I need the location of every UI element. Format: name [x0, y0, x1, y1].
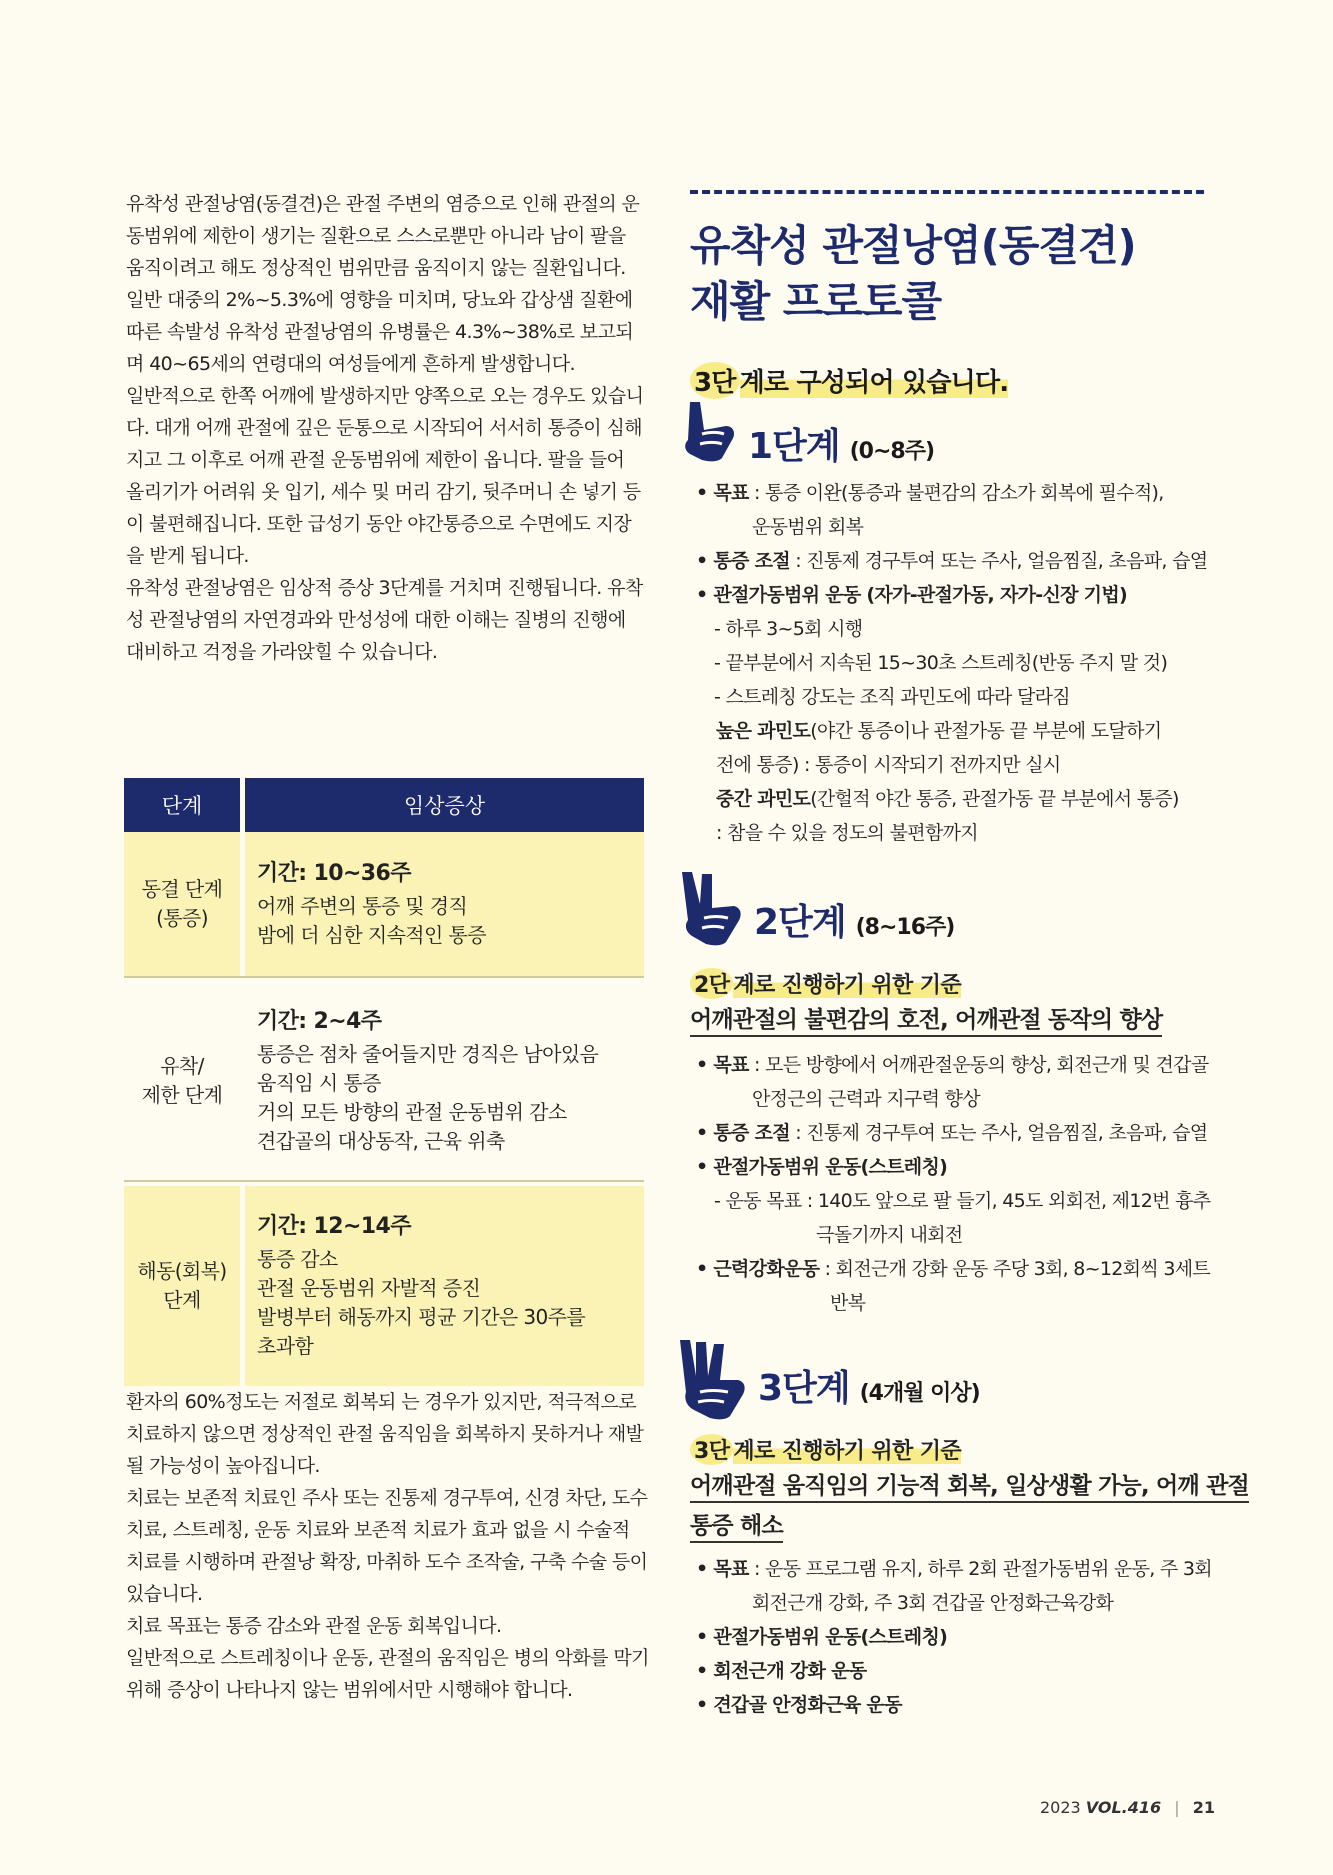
list-item [688, 1620, 1228, 1654]
list-item-text: - 운동 목표 : 140도 앞으로 팔 들기, 45도 외회전, 제12번 흉추 [714, 1190, 1211, 1212]
stage-cell [124, 982, 245, 1180]
list-item-label: • 관절가동범위 운동(스트레칭) [696, 1156, 948, 1178]
stage-name-line: 제한 단계 [141, 1083, 223, 1107]
list-item-label: • 목표 [696, 1558, 749, 1580]
title-line-1: 유착성 관절낭염(동결견) [690, 221, 1136, 270]
list-item-text: : 진통제 경구투여 또는 주사, 얼음찜질, 초음파, 습열 [789, 1122, 1208, 1144]
stage2-criteria-highlight: 2단 [690, 968, 733, 999]
symptom-line: 발병부터 해동까지 평균 기간은 30주를 [257, 1304, 586, 1329]
list-item [688, 1150, 1228, 1184]
list-item-text: 안정근의 근력과 지구력 향상 [752, 1088, 980, 1110]
period-label: 기간: 12~14주 [257, 1213, 411, 1239]
page-number: 21 [1192, 1798, 1215, 1817]
page-footer [1040, 1798, 1215, 1817]
subtitle [690, 362, 1008, 399]
outro-paragraph-3: 치료 목표는 통증 감소와 관절 운동 회복입니다. [126, 1615, 502, 1637]
list-item [688, 1286, 1228, 1320]
list-item-text: : 참을 수 있을 정도의 불편함까지 [716, 822, 978, 844]
stage2-criteria-description [690, 1000, 1162, 1040]
list-item [688, 544, 1228, 578]
stage1-label: 1단계 [748, 426, 840, 467]
dashed-divider [690, 190, 1204, 194]
footer-year: 2023 [1039, 1798, 1081, 1817]
list-item [688, 1552, 1228, 1586]
stage2-content [688, 1048, 1228, 1320]
symptom-line: 움직임 시 통증 [257, 1070, 381, 1095]
list-item-text: 전에 통증) : 통증이 시작되기 전까지만 실시 [716, 754, 1061, 776]
table-row [124, 832, 644, 976]
list-item-label: • 회전근개 강화 운동 [696, 1660, 867, 1682]
list-item [688, 714, 1228, 748]
list-item-label: • 관절가동범위 운동(스트레칭) [696, 1626, 948, 1648]
symptom-cell [245, 832, 644, 976]
footer-separator: | [1174, 1798, 1180, 1817]
stage1-range: (0~8주) [849, 439, 935, 464]
symptom-cell [245, 982, 644, 1180]
intro-paragraph-3: 유착성 관절낭염은 임상적 증상 3단계를 거치며 진행됩니다. 유착성 관절낭염의 자연경과와 만성성에 대한 이해는 질병의 진행에 대비하고 걱정을 가라앉힐 수 있습니다. [126, 577, 643, 663]
hand-three-fingers-icon [676, 1336, 750, 1422]
list-item [688, 612, 1228, 646]
stage2-criteria-text: 어깨관절의 불편감의 호전, 어깨관절 동작의 향상 [690, 1007, 1162, 1037]
list-item-text: 회전근개 강화, 주 3회 견갑골 안정화근육강화 [752, 1592, 1114, 1614]
symptom-line: 통증은 점차 줄어들지만 경직은 남아있음 [257, 1041, 599, 1066]
list-item-label: 중간 과민도 [716, 788, 811, 810]
stage-name-line: 단계 [163, 1288, 201, 1312]
stage3-content [688, 1552, 1228, 1722]
list-item-label: • 통증 조절 [696, 550, 790, 572]
period-label: 기간: 10~36주 [257, 860, 411, 886]
list-item-label: • 목표 [696, 1054, 749, 1076]
list-item-text: - 끝부분에서 지속된 15~30초 스트레칭(반동 주지 말 것) [714, 652, 1168, 674]
stage-name-line: 해동(회복) [137, 1259, 227, 1283]
symptom-cell [245, 1186, 644, 1386]
list-item [688, 680, 1228, 714]
list-item [688, 1654, 1228, 1688]
outro-paragraph-2: 치료는 보존적 치료인 주사 또는 진통제 경구투여, 신경 차단, 도수치료, 스트레칭, 운동 치료와 보존적 치료가 효과 없을 시 수술적 치료를 시행하며 관절낭 확장, 마취하 도수 조작술, 구축 수술 등이 있습니다. [126, 1487, 648, 1605]
list-item-label: • 통증 조절 [696, 1122, 790, 1144]
symptom-line: 거의 모든 방향의 관절 운동범위 감소 [257, 1099, 567, 1124]
stage3-title [758, 1360, 980, 1411]
page-title [690, 218, 1136, 330]
stage-name-line: 동결 단계 [141, 877, 223, 901]
list-item [688, 1116, 1228, 1150]
list-item-text: (야간 통증이나 관절가동 끝 부분에 도달하기 [810, 720, 1162, 742]
stage3-criteria-description [690, 1466, 1249, 1546]
list-item [688, 578, 1228, 612]
list-item [688, 510, 1228, 544]
treatment-text [126, 1386, 650, 1706]
list-item [688, 1184, 1228, 1218]
stage2-label: 2단계 [754, 902, 846, 943]
list-item [688, 1218, 1228, 1252]
stage-cell [124, 832, 245, 976]
symptom-line: 견갑골의 대상동작, 근육 위축 [257, 1128, 505, 1153]
list-item-text: 운동범위 회복 [752, 516, 864, 538]
list-item-text: : 회전근개 강화 운동 주당 3회, 8~12회씩 3세트 [819, 1258, 1211, 1280]
list-item-text: : 통증 이완(통증과 불편감의 감소가 회복에 필수적), [748, 482, 1164, 504]
list-item [688, 1048, 1228, 1082]
intro-text [126, 188, 646, 668]
list-item [688, 782, 1228, 816]
stage1-content [688, 476, 1228, 850]
list-item-text: (간헐적 야간 통증, 관절가동 끝 부분에서 통증) [810, 788, 1179, 810]
stage2-criteria [690, 968, 961, 999]
list-item-label: • 견갑골 안정화근육 운동 [696, 1694, 902, 1716]
list-item [688, 476, 1228, 510]
clinical-symptoms-table [124, 778, 644, 1386]
title-line-2: 재활 프로토콜 [690, 277, 942, 326]
list-item [688, 1082, 1228, 1116]
table-row [124, 982, 644, 1180]
list-item-text: 반복 [830, 1292, 866, 1314]
list-item [688, 1688, 1228, 1722]
list-item-text: - 스트레칭 강도는 조직 과민도에 따라 달라짐 [714, 686, 1070, 708]
table-row [124, 1186, 644, 1386]
list-item-label: 높은 과민도 [716, 720, 811, 742]
stage3-criteria-highlight: 3단 [690, 1434, 733, 1465]
stage3-label: 3단계 [758, 1368, 850, 1409]
stage2-range: (8~16주) [855, 915, 955, 940]
footer-volume: VOL.416 [1085, 1798, 1162, 1817]
outro-paragraph-1: 환자의 60%정도는 저절로 회복되 는 경우가 있지만, 적극적으로 치료하지 않으면 정상적인 관절 움직임을 회복하지 못하거나 재발될 가능성이 높아집니다. [126, 1391, 644, 1477]
symptom-line: 관절 운동범위 자발적 증진 [257, 1275, 481, 1300]
list-item-text: : 모든 방향에서 어깨관절운동의 향상, 회전근개 및 견갑골 [748, 1054, 1209, 1076]
list-item-text: 극돌기까지 내회전 [816, 1224, 963, 1246]
hand-two-fingers-icon [676, 870, 746, 948]
list-item-text: : 진통제 경구투여 또는 주사, 얼음찜질, 초음파, 습열 [789, 550, 1208, 572]
table-header-symptom: 임상증상 [245, 778, 644, 832]
symptom-line: 어깨 주변의 통증 및 경직 [257, 893, 468, 918]
symptom-line: 초과함 [257, 1333, 314, 1358]
table-header-stage: 단계 [124, 778, 245, 832]
stage-name-line: (통증) [156, 906, 208, 930]
list-item [688, 816, 1228, 850]
intro-paragraph-2: 일반적으로 한쪽 어깨에 발생하지만 양쪽으로 오는 경우도 있습니다. 대개 어깨 관절에 깊은 둔통으로 시작되어 서서히 통증이 심해지고 그 이후로 어깨 관절 운동범위에 제한이 옵니다. 팔을 들어 올리기가 어려워 옷 입기, 세수 및 머리 감기, 뒷주머니 손 넣기 등이 불편해집니다. 또한 급성기 동안 야간통증으로 수면에도 지장을 받게 됩니다. [126, 385, 644, 567]
stage3-criteria-rest: 계로 진행하기 위한 기준 [733, 1439, 962, 1464]
list-item [688, 748, 1228, 782]
list-item-label: • 관절가동범위 운동 (자가-관절가동, 자가-신장 기법) [696, 584, 1127, 606]
symptom-line: 밤에 더 심한 지속적인 통증 [257, 922, 486, 947]
list-item [688, 1252, 1228, 1286]
stage3-criteria [690, 1434, 961, 1465]
stage2-title [754, 894, 954, 945]
stage-cell [124, 1186, 245, 1386]
subtitle-rest: 계로 구성되어 있습니다. [739, 368, 1009, 398]
intro-paragraph-1: 유착성 관절낭염(동결견)은 관절 주변의 염증으로 인해 관절의 운동범위에 제한이 생기는 질환으로 스스로뿐만 아니라 남이 팔을 움직이려고 해도 정상적인 범위만큼 움직이지 않는 질환입니다. 일반 대중의 2%~5.3%에 영향을 미치며, 당뇨와 갑상샘 질환에 따른 속발성 유착성 관절낭염의 유병률은 4.3%~38%로 보고되며 40~65세의 연령대의 여성들에게 흔하게 발생합니다. [126, 193, 640, 375]
stage1-title [748, 418, 934, 469]
list-item-text: - 하루 3~5회 시행 [714, 618, 863, 640]
list-item-text: : 운동 프로그램 유지, 하루 2회 관절가동범위 운동, 주 3회 [748, 1558, 1212, 1580]
hand-one-finger-icon [676, 400, 740, 464]
list-item-label: • 근력강화운동 [696, 1258, 820, 1280]
symptom-line: 통증 감소 [257, 1246, 338, 1271]
subtitle-highlight: 3단 [690, 362, 740, 399]
stage3-criteria-text-1: 어깨관절 움직임의 기능적 회복, 일상생활 가능, 어깨 관절 [690, 1473, 1249, 1503]
outro-paragraph-4: 일반적으로 스트레칭이나 운동, 관절의 움직임은 병의 악화를 막기 위해 증상이 나타나지 않는 범위에서만 시행해야 합니다. [126, 1647, 649, 1701]
list-item-label: • 목표 [696, 482, 749, 504]
stage3-range: (4개월 이상) [859, 1381, 980, 1406]
list-item [688, 1586, 1228, 1620]
list-item [688, 646, 1228, 680]
stage-name-line: 유착/ [160, 1054, 204, 1078]
period-label: 기간: 2~4주 [257, 1008, 382, 1034]
stage2-criteria-rest: 계로 진행하기 위한 기준 [733, 973, 962, 998]
stage3-criteria-text-2: 통증 해소 [690, 1513, 783, 1543]
